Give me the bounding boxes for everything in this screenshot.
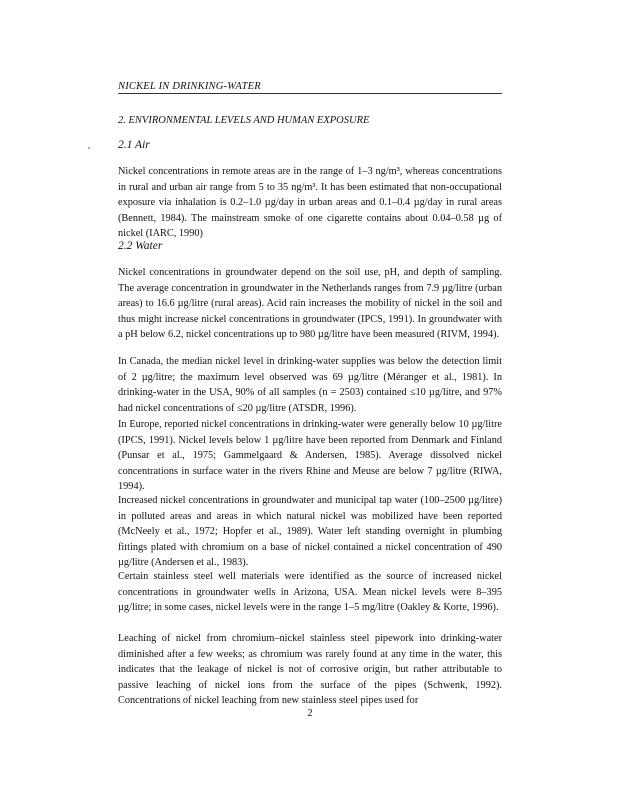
paragraph-leaching: Leaching of nickel from chromium–nickel stainless steel pipework into drinking-water diminished after a few weeks; as chromium was rarely found at any time in the water, this indicates that the leakage of nickel is not of corrosive origin, but rather attributable to passive leaching of nickel ions from the surface of the pipes (Schwenk, 1992). Concentrations of nickel leaching from new stainless steel pipes used for bbox=[118, 633, 502, 707]
page-number: 2 bbox=[307, 708, 313, 719]
paragraph-polluted-areas: Increased nickel concentrations in groundwater and municipal tap water (100–2500 µg/litre) in polluted areas and areas in which natural nickel was mobilized have been reported (McNeely et al., 1972; Hopfer et al., 1989). Water left standing overnight in plumbing fittings plated with chromium on a base of nickel contained a nickel concentration of 490 µg/litre (Andersen et al., 1983). bbox=[118, 495, 502, 569]
subsection-heading-water: 2.2 Water bbox=[118, 240, 163, 252]
paragraph-canada-usa: In Canada, the median nickel level in drinking-water supplies was below the detection limit of 2 µg/litre; the maximum level observed was 69 µg/litre (Méranger et al., 1981). In drinking-water in the USA, 90% of all samples (n = 2503) contained ≤10 µg/litre, and 97% had nickel concentrations of ≤20 µg/litre (ATSDR, 1996). bbox=[118, 356, 502, 414]
paragraph-air: Nickel concentrations in remote areas are in the range of 1–3 ng/m³, whereas concentrations in rural and urban air range from 5 to 35 ng/m³. It has been estimated that non-occupational exposure via inhalation is 0.2–1.0 µg/day in urban areas and 0.1–0.4 µg/day in rural areas (Bennett, 1984). The mainstream smoke of one cigarette contains about 0.04–0.58 µg of nickel (IARC, 1990) bbox=[118, 166, 502, 240]
paragraph-stainless-wells: Certain stainless steel well materials were identified as the source of increased nickel concentrations in groundwater wells in Arizona, USA. Mean nickel levels were 8–395 µg/litre; in some cases, nickel levels were in the range 1–5 mg/litre (Oakley & Korte, 1996). bbox=[118, 571, 502, 614]
running-head: NICKEL IN DRINKING-WATER bbox=[118, 81, 502, 94]
margin-mark bbox=[88, 147, 90, 149]
paragraph-europe: In Europe, reported nickel concentrations in drinking-water were generally below 10 µg/litre (IPCS, 1991). Nickel levels below 1 µg/litre have been reported from Denmark and Finland (Punsar et al., 1975; Gammelgaard & Andersen, 1985). Average dissolved nickel concentrations in surface water in the rivers Rhine and Meuse are below 7 µg/litre (RIWA, 1994). bbox=[118, 419, 502, 493]
section-heading: 2. ENVIRONMENTAL LEVELS AND HUMAN EXPOSURE bbox=[118, 115, 370, 126]
subsection-heading-air: 2.1 Air bbox=[118, 139, 150, 151]
paragraph-groundwater: Nickel concentrations in groundwater depend on the soil use, pH, and depth of sampling. The average concentration in groundwater in the Netherlands ranges from 7.9 µg/litre (urban areas) to 16.6 µg/litre (rural areas). Acid rain increases the mobility of nickel in the soil and thus might increase nickel concentrations in groundwater (IPCS, 1991). In groundwater with a pH below 6.2, nickel concentrations up to 980 µg/litre have been measured (RIVM, 1994). bbox=[118, 267, 502, 341]
